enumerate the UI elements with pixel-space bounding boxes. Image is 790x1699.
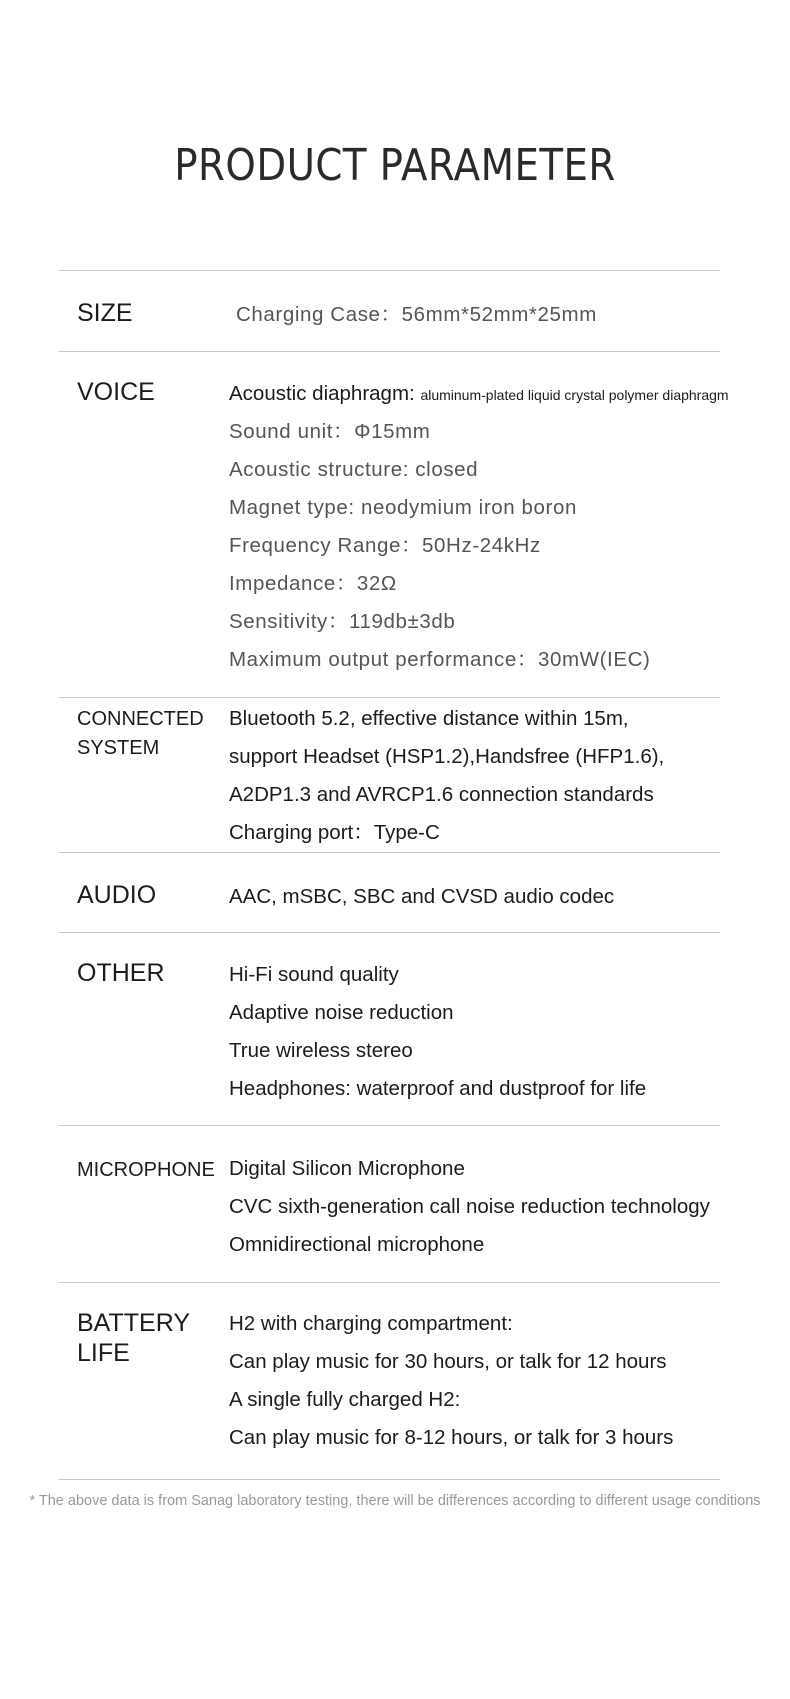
battery-label-line2: LIFE: [77, 1339, 130, 1367]
voice-line: Impedance：32Ω: [229, 572, 397, 595]
voice-line: Maximum output performance：30mW(IEC): [229, 648, 651, 671]
divider: [59, 1479, 720, 1480]
divider: [59, 351, 720, 352]
size-label: SIZE: [77, 299, 133, 327]
other-line: Adaptive noise reduction: [229, 1001, 454, 1024]
other-label: OTHER: [77, 959, 165, 987]
audio-label: AUDIO: [77, 881, 157, 909]
battery-line: Can play music for 8-12 hours, or talk for 3 hours: [229, 1426, 674, 1449]
connected-label-line1: CONNECTED: [77, 708, 204, 730]
divider: [59, 1125, 720, 1126]
battery-line: H2 with charging compartment:: [229, 1312, 513, 1335]
connected-line: A2DP1.3 and AVRCP1.6 connection standards: [229, 783, 654, 806]
voice-line: Magnet type: neodymium iron boron: [229, 496, 577, 519]
divider: [59, 1282, 720, 1283]
connected-line: support Headset (HSP1.2),Handsfree (HFP1.6),: [229, 745, 665, 768]
divider: [59, 697, 720, 698]
microphone-line: Omnidirectional microphone: [229, 1233, 485, 1256]
audio-line: AAC, mSBC, SBC and CVSD audio codec: [229, 885, 615, 908]
battery-label-line1: BATTERY: [77, 1309, 190, 1337]
footnote: * The above data is from Sanag laboratory testing, there will be differences according to different usage conditions: [29, 1493, 761, 1509]
connected-label-line2: SYSTEM: [77, 737, 160, 759]
size-value: Charging Case：56mm*52mm*25mm: [236, 303, 597, 326]
voice-diaphragm-detail: aluminum-plated liquid crystal polymer diaphragm: [420, 387, 729, 403]
divider: [59, 852, 720, 853]
connected-line: Bluetooth 5.2, effective distance within 15m,: [229, 707, 629, 730]
voice-line: Sensitivity：119db±3db: [229, 610, 456, 633]
other-line: True wireless stereo: [229, 1039, 413, 1062]
voice-label: VOICE: [77, 378, 155, 406]
divider: [59, 932, 720, 933]
voice-line: Acoustic structure: closed: [229, 458, 479, 481]
microphone-line: Digital Silicon Microphone: [229, 1157, 465, 1180]
voice-diaphragm-lead: Acoustic diaphragm:: [229, 382, 421, 405]
other-line: Headphones: waterproof and dustproof for life: [229, 1077, 647, 1100]
other-line: Hi-Fi sound quality: [229, 963, 399, 986]
voice-line: Sound unit：Φ15mm: [229, 420, 431, 443]
divider: [59, 270, 720, 271]
battery-line: A single fully charged H2:: [229, 1388, 461, 1411]
page-title: PRODUCT PARAMETER: [174, 140, 616, 191]
voice-diaphragm: [229, 381, 729, 408]
microphone-line: CVC sixth-generation call noise reduction technology: [229, 1195, 710, 1218]
microphone-label: MICROPHONE: [77, 1159, 215, 1181]
connected-line: Charging port：Type-C: [229, 821, 440, 844]
voice-line: Frequency Range：50Hz-24kHz: [229, 534, 541, 557]
battery-line: Can play music for 30 hours, or talk for 12 hours: [229, 1350, 667, 1373]
